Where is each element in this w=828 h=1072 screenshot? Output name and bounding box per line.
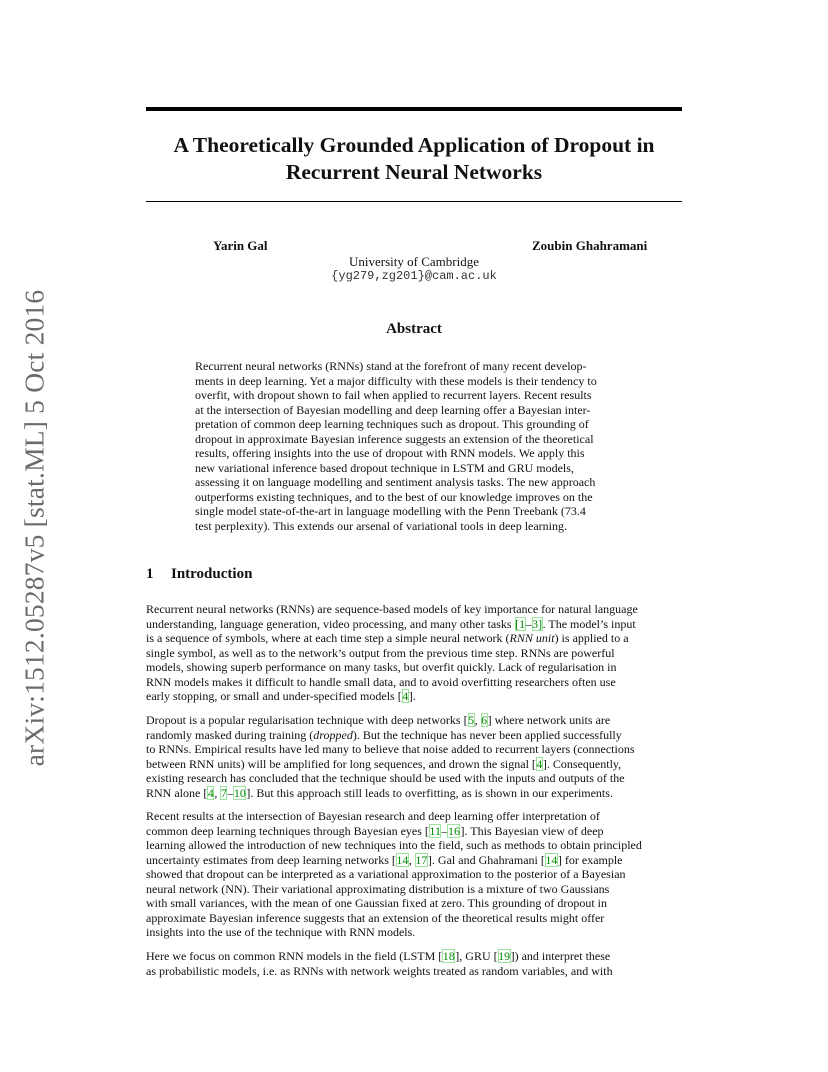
section-heading-introduction [146,566,252,583]
intro-paragraph-2 [146,713,682,800]
citation-link[interactable]: 17 [415,852,428,867]
arxiv-sidebar-stamp [9,290,59,765]
citation-link[interactable]: 6 [481,713,488,727]
text-span: Dropout is a popular regularisation technique with deep networks [ [146,713,468,727]
author-block [146,238,682,288]
text-span: Here we focus on common RNN models in the field (LSTM [ [146,949,443,963]
text-span: uncertainty estimates from deep learning networks [ [146,852,396,867]
author-name-1: Yarin Gal [213,238,268,253]
arxiv-identifier: arXiv:1512.05287v5 [stat.ML] 5 Oct 2016 [18,289,50,766]
text-span: between RNN units) will be amplified for long sequences, and drown the signal [ [146,756,536,771]
text-span: ]. But this approach still leads to overfitting, as is shown in our experiments. [246,785,613,800]
text-span: ]) and interpret these [510,949,611,963]
text-line: learning allowed the introduction of new techniques into the field, such as methods to obtain principled [146,838,642,852]
text-line [146,728,682,743]
text-line [146,824,682,839]
paper-title [146,132,682,186]
title-line-1: A Theoretically Grounded Application of Dropout in [173,133,655,157]
abstract-heading: Abstract [386,321,442,337]
citation-link[interactable]: 18 [442,949,455,963]
section-number: 1 [146,566,154,582]
text-line [146,786,682,801]
text-span: is a sequence of symbols, where at each time step a simple neural network ( [146,631,510,645]
text-line [146,631,682,646]
abstract-line: assessing it on language modelling and sentiment analysis tasks. The new approach [195,475,596,489]
abstract-line: Recurrent neural networks (RNNs) stand at the forefront of many recent develop- [195,359,587,373]
intro-paragraph-3 [146,809,682,940]
citation-link[interactable]: 4 [402,689,409,703]
title-line-2: Recurrent Neural Networks [285,160,543,184]
text-span: ]. Gal and Ghahramani [ [427,852,545,867]
text-span: ], GRU [ [455,949,498,963]
text-line: neural network (NN). Their variational approximating distribution is a mixture of two Gaussians [146,881,610,896]
citation-link[interactable]: 4 [536,756,543,771]
text-line: models, showing superb performance on many tasks, but overfit quickly. Lack of regularisation in [146,660,617,674]
text-span: early stopping, or small and under-specified models [ [146,689,402,703]
text-line: single symbol, as well as to the network’s output from the previous time step. RNNs are powerful [146,645,615,660]
citation-link[interactable]: 4 [207,785,214,800]
author-affiliation: University of Cambridge [349,254,479,269]
text-span: RNN alone [ [146,785,208,800]
citation-link[interactable]: 10 [233,785,246,800]
text-line: approximate Bayesian inference suggests that an extension of the theoretical results might offer [146,910,605,925]
intro-paragraph-4 [146,949,682,978]
text-span: , [408,852,415,867]
citation-link[interactable]: 5 [468,713,475,727]
text-line: with small variances, with the mean of one Gaussian fixed at zero. This grounding of dropout in [146,896,608,910]
abstract-line: ments in deep learning. Yet a major difficulty with these models is their tendency to [195,373,597,388]
text-line [146,689,682,704]
abstract-line: dropout in approximate Bayesian inference suggests an extension of the theoretical [195,431,594,446]
text-line [146,713,682,728]
text-span: ]. This Bayesian view of deep [460,823,604,838]
text-span: randomly masked during training ( [146,727,314,742]
text-span: ) is applied to a [554,631,629,645]
title-bottom-rule [146,201,682,202]
abstract-line: pretation of common deep learning techniques such as dropout. This grounding of [195,417,589,431]
abstract-line: outperforms existing techniques, and to the best of our knowledge improves on the [195,489,593,504]
text-line [146,853,682,868]
text-line [146,949,682,964]
author-name-2: Zoubin Ghahramani [532,238,648,253]
abstract-line: new variational inference based dropout technique in LSTM and GRU models, [195,460,574,475]
intro-paragraph-1 [146,602,682,704]
text-span: ]. [408,689,416,703]
text-span: understanding, language generation, video processing, and many other tasks [146,616,515,631]
citation-link[interactable]: 14 [396,852,409,867]
author-emails: {yg279,zg201}@cam.ac.uk [331,269,497,283]
text-line: as probabilistic models, i.e. as RNNs with network weights treated as random variables, and with [146,963,613,978]
text-line [146,757,682,772]
text-span: – [441,823,448,838]
emphasis: RNN unit [509,631,555,645]
text-span: ] for example [557,852,623,867]
text-span: ]. Consequently, [542,756,622,771]
abstract-line: overfit, with dropout shown to fail when applied to recurrent layers. Recent results [195,388,592,402]
text-line: existing research has concluded that the technique should be used with the inputs and outputs of the [146,771,625,785]
text-span: . The model’s input [542,616,636,631]
text-line: showed that dropout can be interpreted as a variational approximation to the posterior of a Bayesian [146,867,626,881]
abstract-line: results, offering insights into the use of dropout with RNN models. We apply this [195,446,585,460]
citation-link[interactable]: 11 [429,823,441,838]
text-line: Recent results at the intersection of Bayesian research and deep learning offer interpretation of [146,809,600,823]
emphasis: dropped [313,727,353,742]
text-span: , [214,785,221,800]
text-span: , [474,713,481,727]
abstract-body [195,359,633,533]
section-title: Introduction [171,566,253,582]
text-span: – [227,785,234,800]
citation-link[interactable]: 19 [498,949,511,963]
text-span: common deep learning techniques through Bayesian eyes [ [146,823,429,838]
citation-link[interactable]: 14 [545,852,558,867]
citation-link[interactable]: 16 [447,823,460,838]
text-line [146,617,682,632]
text-span: ] where network units are [487,713,611,727]
citation-link[interactable]: [1 [515,616,526,631]
text-line: to RNNs. Empirical results have led many to believe that noise added to recurrent layers (connections [146,742,635,756]
text-line: RNN models makes it difficult to handle small data, and to avoid overfitting researchers often use [146,674,616,689]
citation-link[interactable]: 3] [532,616,543,631]
abstract-line: single model state-of-the-art in language modelling with the Penn Treebank (73.4 [195,504,586,518]
text-span: ). But the technique has never been applied successfully [352,727,622,742]
text-span: – [525,616,532,631]
citation-link[interactable]: 7 [220,785,227,800]
text-line: insights into the use of the technique with RNN models. [146,925,416,939]
title-top-rule [146,107,682,111]
text-line: Recurrent neural networks (RNNs) are sequence-based models of key importance for natural language [146,602,638,616]
abstract-line: test perplexity). This extends our arsenal of variational tools in deep learning. [195,518,568,533]
abstract-line: at the intersection of Bayesian modelling and deep learning offer a Bayesian inter- [195,402,591,417]
